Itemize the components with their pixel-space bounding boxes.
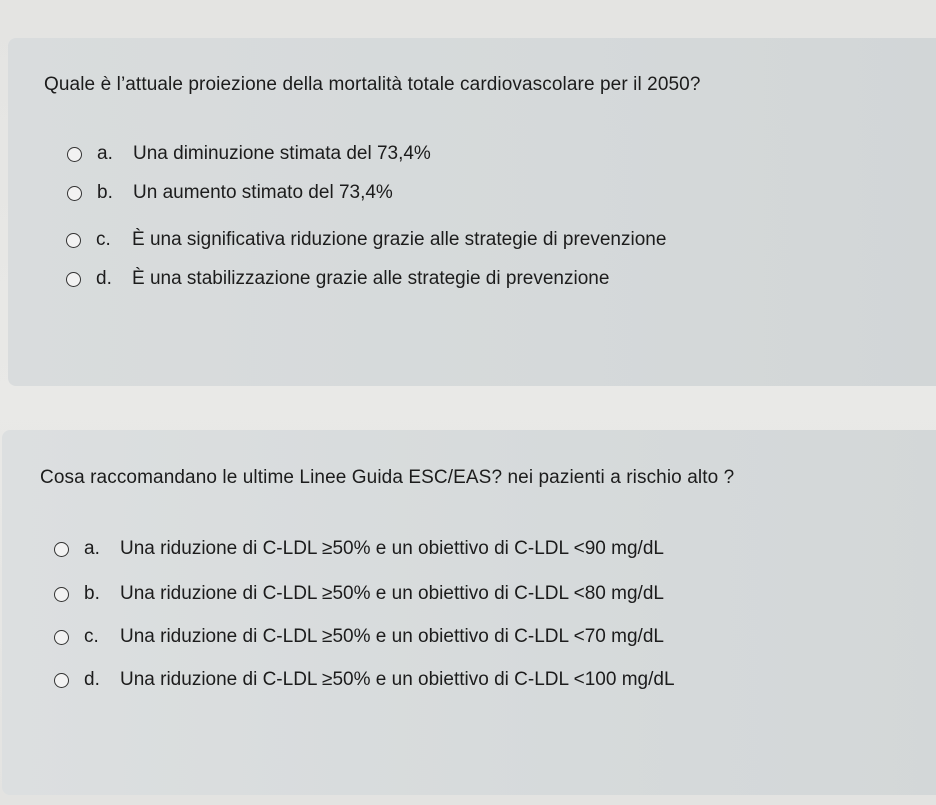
option-letter: d. bbox=[96, 268, 112, 289]
option-text: È una significativa riduzione grazie alle strategie di prevenzione bbox=[132, 229, 667, 250]
question-1-text: Quale è l’attuale proiezione della mortalità totale cardiovascolare per il 2050? bbox=[44, 74, 701, 95]
radio-button[interactable] bbox=[54, 630, 69, 645]
option-text: È una stabilizzazione grazie alle strategie di prevenzione bbox=[132, 268, 610, 289]
q2-option-b[interactable] bbox=[54, 583, 664, 605]
option-text: Una riduzione di C-LDL ≥50% e un obiettivo di C-LDL <80 mg/dL bbox=[120, 583, 664, 604]
option-letter: a. bbox=[97, 143, 113, 164]
radio-button[interactable] bbox=[67, 147, 82, 162]
option-text: Una riduzione di C-LDL ≥50% e un obiettivo di C-LDL <100 mg/dL bbox=[120, 669, 675, 690]
radio-button[interactable] bbox=[54, 673, 69, 688]
option-text: Una riduzione di C-LDL ≥50% e un obiettivo di C-LDL <70 mg/dL bbox=[120, 626, 664, 647]
option-text: Un aumento stimato del 73,4% bbox=[133, 182, 393, 203]
q1-option-d[interactable] bbox=[66, 268, 609, 290]
radio-button[interactable] bbox=[67, 186, 82, 201]
option-letter: d. bbox=[84, 669, 100, 690]
option-letter: b. bbox=[84, 583, 100, 604]
q2-option-a[interactable] bbox=[54, 538, 664, 560]
option-text: Una diminuzione stimata del 73,4% bbox=[133, 143, 431, 164]
option-letter: c. bbox=[96, 229, 111, 250]
q2-option-d[interactable] bbox=[54, 669, 675, 691]
q2-option-c[interactable] bbox=[54, 626, 664, 648]
question-2-text: Cosa raccomandano le ultime Linee Guida ESC/EAS? nei pazienti a rischio alto ? bbox=[40, 467, 735, 488]
option-letter: b. bbox=[97, 182, 113, 203]
radio-button[interactable] bbox=[54, 587, 69, 602]
q1-option-a[interactable] bbox=[67, 143, 431, 165]
radio-button[interactable] bbox=[54, 542, 69, 557]
radio-button[interactable] bbox=[66, 272, 81, 287]
radio-button[interactable] bbox=[66, 233, 81, 248]
option-text: Una riduzione di C-LDL ≥50% e un obiettivo di C-LDL <90 mg/dL bbox=[120, 538, 664, 559]
q1-option-c[interactable] bbox=[66, 229, 666, 251]
q1-option-b[interactable] bbox=[67, 182, 393, 204]
option-letter: a. bbox=[84, 538, 100, 559]
option-letter: c. bbox=[84, 626, 99, 647]
